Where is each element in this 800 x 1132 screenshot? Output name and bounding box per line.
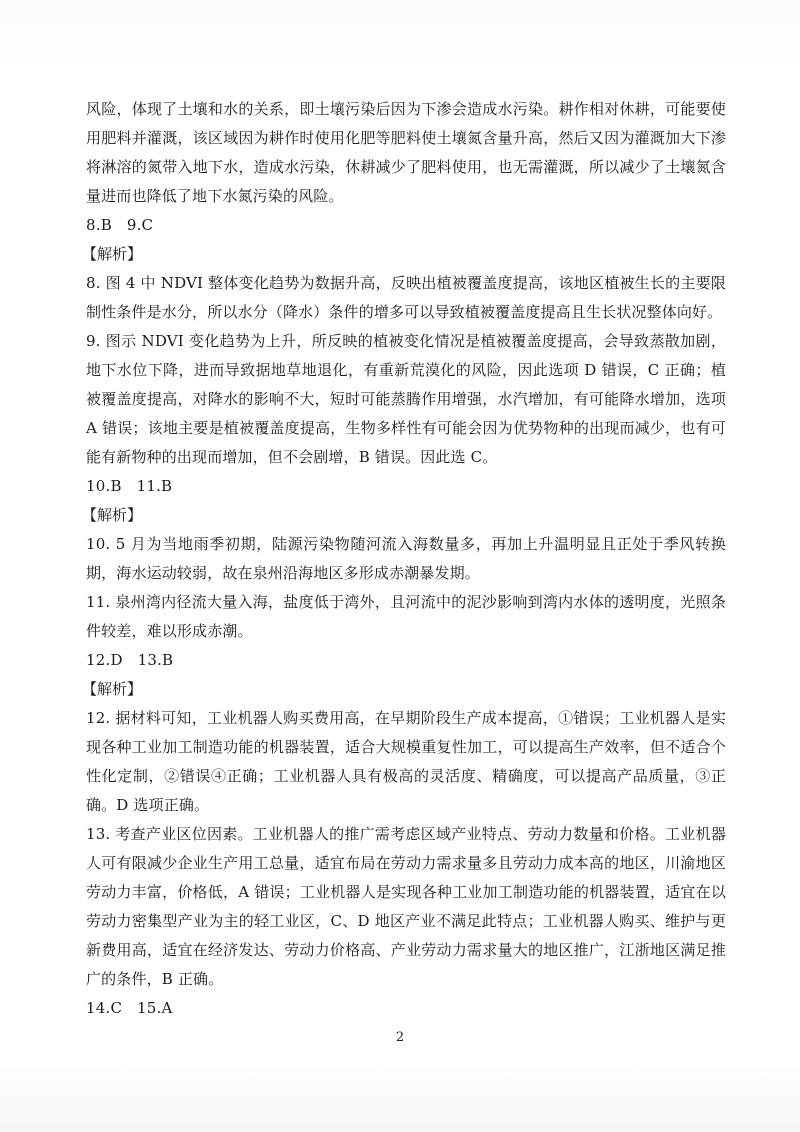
paragraph-continuation: 风险，体现了土壤和水的关系，即土壤污染后因为下渗会造成水污染。耕作相对休耕，可能要使用肥料并灌溉，该区域因为耕作时使用化肥等肥料使土壤氮含量升高，然后又因为灌溉加大下渗将淋溶的氮带入地下水，造成水污染，休耕减少了肥料使用，也无需灌溉，所以减少了土壤氮含量进而也降低了地下水氮污染的风险。 [86, 100, 726, 205]
answer-line-14-15: 14.C 15.A [86, 999, 173, 1017]
answer-line-10-11: 10.B 11.B [86, 477, 173, 495]
page-number: 2 [395, 1030, 405, 1045]
document-body [82, 95, 726, 1023]
analysis-heading: 【解析】 [82, 680, 143, 698]
analysis-heading: 【解析】 [82, 506, 143, 524]
analysis-heading: 【解析】 [82, 245, 143, 263]
explanation-q12: 12. 据材料可知，工业机器人购买费用高，在早期阶段生产成本提高，①错误；工业机器人是实现各种工业加工制造功能的机器装置，适合大规模重复性加工，可以提高生产效率，但不适合个性化定制，②错误④正确；工业机器人具有极高的灵活度、精确度，可以提高产品质量，③正确。D 选项正确。 [86, 709, 726, 814]
explanation-q9: 9. 图示 NDVI 变化趋势为上升，所反映的植被变化情况是植被覆盖度提高，会导致蒸散加剧，地下水位下降，进而导致据地草地退化，有重新荒漠化的风险，因此选项 D 错误，C 正确；植被覆盖度提高，对降水的影响不大，短时可能蒸腾作用增强，水汽增加，有可能降水增加，选项 A 错误；该地主要是植被覆盖度提高，生物多样性有可能会因为优势物种的出现而减少，也有可能有新物种的出现而增加，但不会剧增，B 错误。因此选 C。 [86, 332, 726, 466]
explanation-q13: 13. 考查产业区位因素。工业机器人的推广需考虑区域产业特点、劳动力数量和价格。工业机器人可有限减少企业生产用工总量，适宜布局在劳动力需求量多且劳动力成本高的地区，川渝地区劳动力丰富，价格低，A 错误；工业机器人是实现各种工业加工制造功能的机器装置，适宜在以劳动力密集型产业为主的轻工业区，C、D 地区产业不满足此特点；工业机器人购买、维护与更新费用高，适宜在经济发达、劳动力价格高、产业劳动力需求量大的地区推广，江浙地区满足推广的条件，B 正确。 [86, 825, 726, 988]
answer-line-12-13: 12.D 13.B [86, 651, 174, 669]
explanation-q11: 11. 泉州湾内径流大量入海，盐度低于湾外，且河流中的泥沙影响到湾内水体的透明度，光照条件较差，难以形成赤潮。 [86, 593, 726, 640]
explanation-q8: 8. 图 4 中 NDVI 整体变化趋势为数据升高，反映出植被覆盖度提高，该地区植被生长的主要限制性条件是水分，所以水分（降水）条件的增多可以导致植被覆盖度提高且生长状况整体向好。 [86, 274, 726, 321]
answer-line-8-9: 8.B 9.C [86, 216, 154, 234]
explanation-q10: 10. 5 月为当地雨季初期，陆源污染物随河流入海数量多，再加上升温明显且正处于季风转换期，海水运动较弱，故在泉州沿海地区多形成赤潮暴发期。 [86, 535, 726, 582]
